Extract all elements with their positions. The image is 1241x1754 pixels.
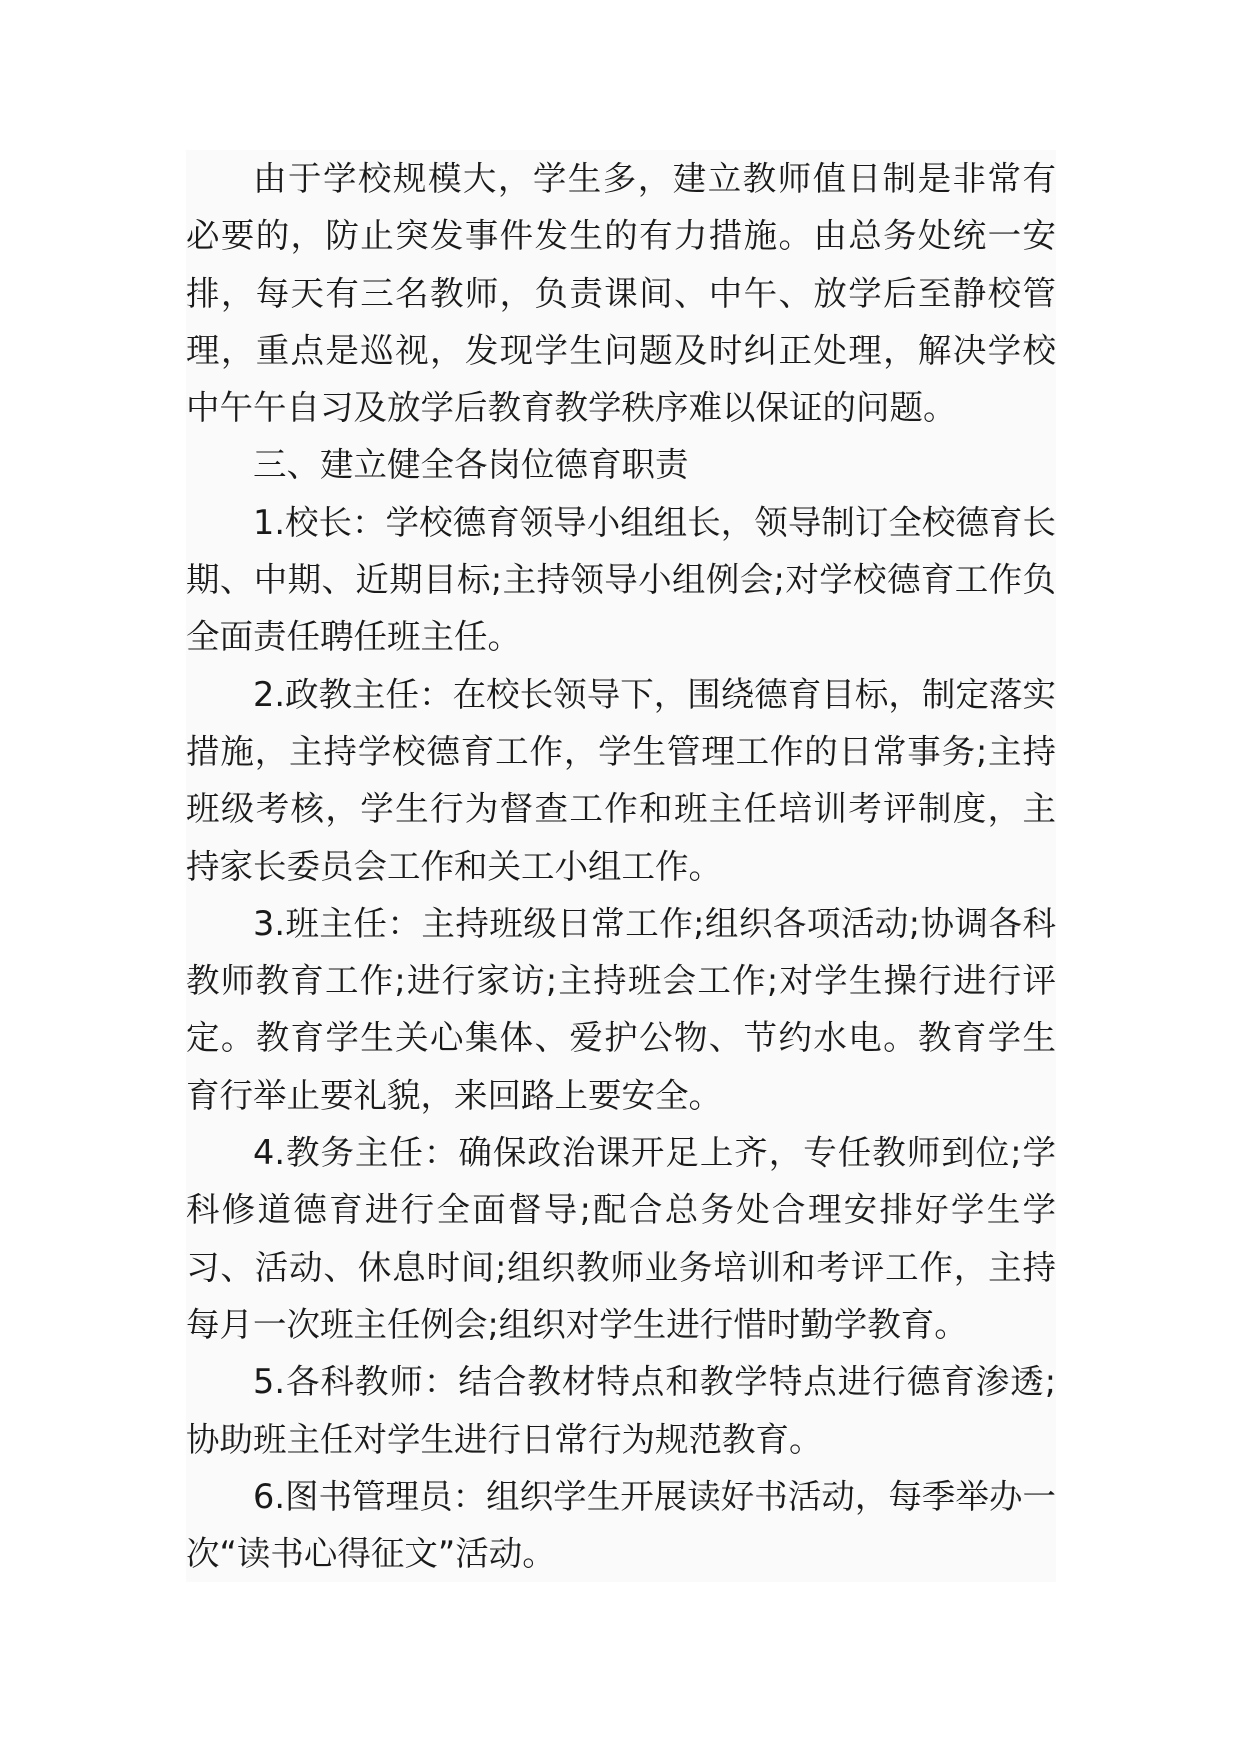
paragraph-teacher-duty-system: 由于学校规模大，学生多，建立教师值日制是非常有必要的，防止突发事件发生的有力措施。由总务处统一安排，每天有三名教师，负责课间、中午、放学后至静校管理，重点是巡视，发现学生问题及时纠正处理，解决学校中午午自习及放学后教育教学秩序难以保证的问题。 <box>186 159 1056 428</box>
section-heading-moral-duties: 三、建立健全各岗位德育职责 <box>253 445 689 485</box>
paragraph-academic-director: 4.教务主任：确保政治课开足上齐，专任教师到位;学科修道德育进行全面督导;配合总务处合理安排好学生学习、活动、休息时间;组织教师业务培训和考评工作，主持每月一次班主任例会;组织对学生进行惜时勤学教育。 <box>186 1133 1056 1344</box>
paragraph-head-teacher: 3.班主任：主持班级日常工作;组织各项活动;协调各科教师教育工作;进行家访;主持班会工作;对学生操行进行评定。教育学生关心集体、爱护公物、节约水电。教育学生育行举止要礼貌，来回路上要安全。 <box>186 903 1056 1115</box>
paragraph-librarian: 6.图书管理员：组织学生开展读好书活动，每季举办一次“读书心得征文”活动。 <box>186 1476 1056 1574</box>
document-text-block <box>186 150 1056 1582</box>
paragraph-subject-teachers: 5.各科教师：结合教材特点和教学特点进行德育渗透;协助班主任对学生进行日常行为规范教育。 <box>186 1362 1056 1459</box>
paragraph-principal: 1.校长：学校德育领导小组组长，领导制订全校德育长期、中期、近期目标;主持领导小组例会;对学校德育工作负全面责任聘任班主任。 <box>186 502 1056 657</box>
paragraph-political-director: 2.政教主任：在校长领导下，围绕德育目标，制定落实措施，主持学校德育工作，学生管理工作的日常事务;主持班级考核，学生行为督查工作和班主任培训考评制度，主持家长委员会工作和关工小组工作。 <box>186 674 1056 886</box>
